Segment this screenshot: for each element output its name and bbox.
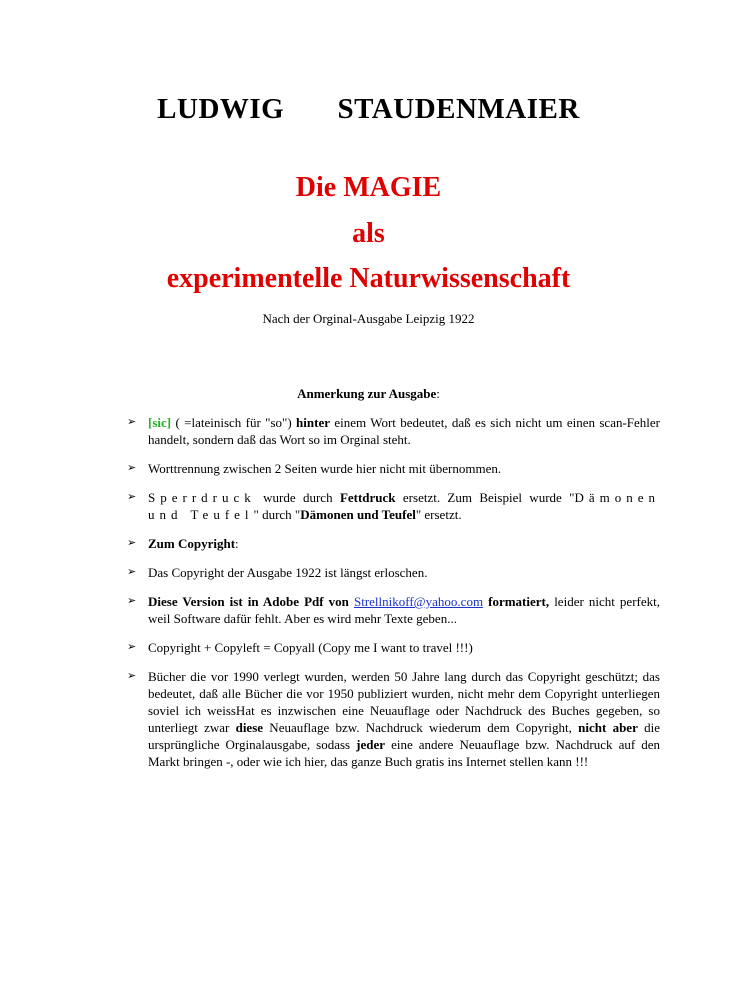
list-item-copyright-expired	[127, 564, 660, 581]
buecher-bold-2: nicht aber	[578, 720, 638, 735]
sic-text-2: einem Wort bedeutet, daß es sich nicht um einen scan-Fehler handelt, sondern daß das Wort so im Orginal steht.	[148, 415, 661, 447]
sperrdruck-spaced-example: Dämonen und Teufel	[148, 490, 661, 522]
worttrennung-text: Worttrennung zwischen 2 Seiten wurde hier nicht mit übernommen.	[148, 461, 502, 476]
bullet-arrow-icon: ➢	[127, 641, 137, 653]
sperrdruck-text-1: wurde durch	[255, 490, 340, 505]
list-item-sic	[127, 414, 660, 448]
bullet-arrow-icon: ➢	[127, 462, 137, 474]
bullet-arrow-icon: ➢	[127, 491, 137, 503]
sic-marker: [sic]	[148, 415, 172, 430]
copyright-heading-colon: :	[235, 536, 239, 551]
list-item-copyall	[127, 639, 660, 656]
bullet-arrow-icon: ➢	[127, 566, 137, 578]
buecher-text-1: Bücher die vor 1990 verlegt wurden, werden 50 Jahre lang durch das Copyright geschützt; das bedeutet, daß alle Bücher die vor 1950 publiziert wurden, nicht mehr dem Copyright unterliegen soviel ich weissHat es inzwischen eine Neuauflage oder Nachdruck des Buches gegeben, so unterliegt zwar	[148, 669, 660, 735]
list-item-copyright-heading	[127, 535, 660, 552]
buecher-text-2: Neuauflage bzw. Nachdruck wiederum dem Copyright,	[263, 720, 579, 735]
copyright-expired-text: Das Copyright der Ausgabe 1922 ist längst erloschen.	[148, 565, 428, 580]
list-item-sperrdruck	[127, 489, 660, 523]
title-line-3: experimentelle Naturwissenschaft	[166, 263, 571, 294]
note-heading-colon: :	[436, 386, 440, 401]
sperrdruck-text-4: " ersetzt.	[415, 507, 462, 522]
version-bold-1: Diese Version ist in Adobe Pdf von	[148, 594, 354, 609]
sic-bold: hinter	[296, 415, 330, 430]
version-bold-2: formatiert,	[483, 594, 550, 609]
sperrdruck-bold-1: Fettdruck	[339, 490, 396, 505]
sperrdruck-text-3: " durch "	[253, 507, 301, 522]
note-heading	[0, 386, 737, 402]
bullet-arrow-icon: ➢	[127, 595, 137, 607]
note-heading-text: Anmerkung zur Ausgabe	[297, 386, 437, 401]
author-name: LUDWIG STAUDENMAIER	[157, 93, 580, 125]
sperrdruck-text-2: ersetzt. Zum Beispiel wurde "	[395, 490, 575, 505]
source-edition: Nach der Orginal-Ausgabe Leipzig 1922	[262, 311, 475, 326]
title-line-1: Die MAGIE	[295, 172, 442, 203]
list-item-worttrennung	[127, 460, 660, 477]
buecher-text-3: die ursprüngliche Orginalausgabe, sodass	[148, 720, 660, 752]
email-link[interactable]: Strellnikoff@yahoo.com	[353, 594, 484, 609]
list-item-buecher	[127, 668, 660, 770]
buecher-text-4: eine andere Neuauflage bzw. Nachdruck auf den Markt bringen -, oder wie ich hier, das ganze Buch gratis ins Internet stellen kann !!!	[148, 737, 660, 769]
copyright-heading-bold: Zum Copyright	[148, 536, 236, 551]
title-line-2: als	[352, 218, 385, 249]
bullet-arrow-icon: ➢	[127, 537, 137, 549]
version-text: leider nicht perfekt, weil Software dafür fehlt. Aber es wird mehr Texte geben...	[148, 594, 660, 626]
buecher-bold-3: jeder	[356, 737, 386, 752]
sperrdruck-spaced-word: Sperrdruck	[148, 490, 256, 505]
copyall-text: Copyright + Copyleft = Copyall (Copy me I want to travel !!!)	[148, 640, 473, 655]
bullet-arrow-icon: ➢	[127, 670, 137, 682]
buecher-bold-1: diese	[235, 720, 264, 735]
list-item-version	[127, 593, 660, 627]
note-list	[127, 414, 660, 782]
bullet-arrow-icon: ➢	[127, 416, 137, 428]
sic-text-1: ( =lateinisch für "so")	[171, 415, 297, 430]
sperrdruck-bold-2: Dämonen und Teufel	[300, 507, 416, 522]
